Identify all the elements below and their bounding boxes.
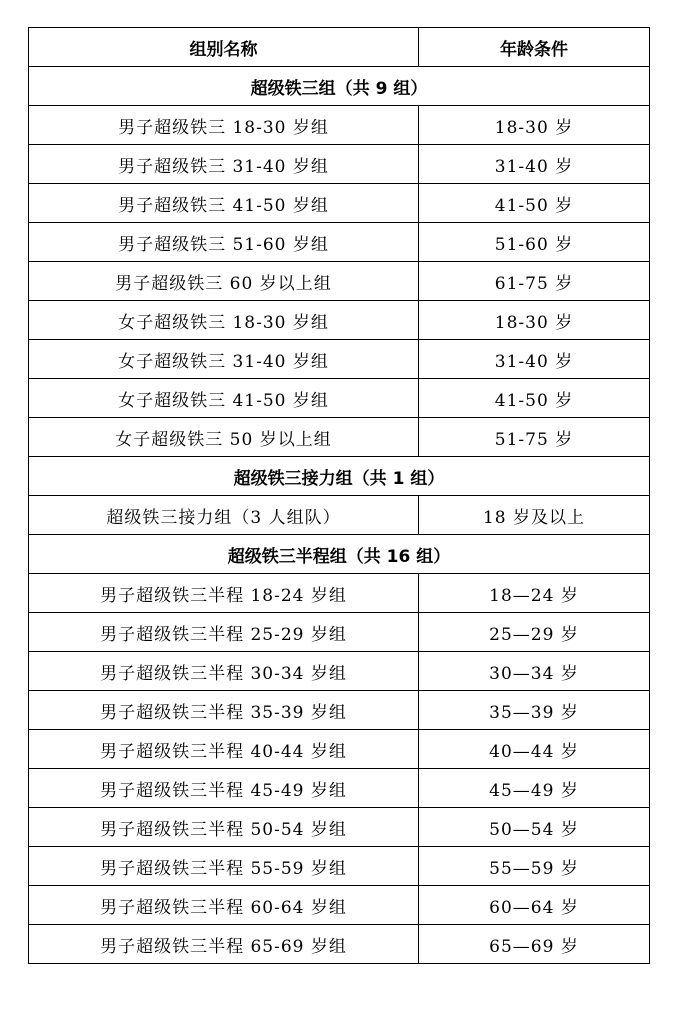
age-condition-cell: 31-40 岁: [419, 145, 650, 184]
table-row: [29, 925, 650, 964]
table-row: [29, 613, 650, 652]
age-condition-cell: 18-30 岁: [419, 301, 650, 340]
age-condition-cell: 45—49 岁: [419, 769, 650, 808]
table-row: [29, 847, 650, 886]
age-condition-cell: 50—54 岁: [419, 808, 650, 847]
table-row: [29, 496, 650, 535]
age-condition-cell: 51-75 岁: [419, 418, 650, 457]
group-name-cell: 男子超级铁三半程 25-29 岁组: [29, 613, 419, 652]
table-row: [29, 652, 650, 691]
table-row: [29, 730, 650, 769]
group-name-cell: 男子超级铁三半程 55-59 岁组: [29, 847, 419, 886]
age-condition-cell: 18-30 岁: [419, 106, 650, 145]
column-header-age-condition: 年龄条件: [419, 28, 650, 67]
age-condition-cell: 18 岁及以上: [419, 496, 650, 535]
table-row: [29, 340, 650, 379]
table-row: [29, 886, 650, 925]
group-name-cell: 男子超级铁三半程 30-34 岁组: [29, 652, 419, 691]
group-name-cell: 女子超级铁三 41-50 岁组: [29, 379, 419, 418]
column-header-group-name: 组别名称: [29, 28, 419, 67]
group-name-cell: 男子超级铁三半程 40-44 岁组: [29, 730, 419, 769]
section-title: 超级铁三组（共 9 组）: [29, 67, 650, 106]
table-row: [29, 262, 650, 301]
age-condition-cell: 51-60 岁: [419, 223, 650, 262]
age-condition-cell: 40—44 岁: [419, 730, 650, 769]
age-condition-cell: 18—24 岁: [419, 574, 650, 613]
age-condition-cell: 41-50 岁: [419, 184, 650, 223]
group-name-cell: 女子超级铁三 50 岁以上组: [29, 418, 419, 457]
table-row: [29, 301, 650, 340]
table-row: [29, 184, 650, 223]
age-group-table: [28, 27, 650, 964]
table-row: [29, 145, 650, 184]
table-row: [29, 223, 650, 262]
age-condition-cell: 60—64 岁: [419, 886, 650, 925]
table-row: [29, 418, 650, 457]
group-name-cell: 女子超级铁三 18-30 岁组: [29, 301, 419, 340]
table-header-row: [29, 28, 650, 67]
table-row: [29, 106, 650, 145]
table-row: [29, 574, 650, 613]
age-condition-cell: 61-75 岁: [419, 262, 650, 301]
age-condition-cell: 35—39 岁: [419, 691, 650, 730]
group-name-cell: 男子超级铁三 51-60 岁组: [29, 223, 419, 262]
group-name-cell: 男子超级铁三 41-50 岁组: [29, 184, 419, 223]
table-row: [29, 808, 650, 847]
table-row: [29, 769, 650, 808]
group-name-cell: 超级铁三接力组（3 人组队）: [29, 496, 419, 535]
group-name-cell: 男子超级铁三 18-30 岁组: [29, 106, 419, 145]
group-name-cell: 男子超级铁三半程 18-24 岁组: [29, 574, 419, 613]
group-name-cell: 男子超级铁三半程 45-49 岁组: [29, 769, 419, 808]
group-name-cell: 男子超级铁三半程 50-54 岁组: [29, 808, 419, 847]
section-title: 超级铁三半程组（共 16 组）: [29, 535, 650, 574]
section-header-row: [29, 67, 650, 106]
age-condition-cell: 31-40 岁: [419, 340, 650, 379]
age-condition-cell: 30—34 岁: [419, 652, 650, 691]
group-name-cell: 男子超级铁三半程 35-39 岁组: [29, 691, 419, 730]
table-body: [29, 67, 650, 964]
group-name-cell: 男子超级铁三 31-40 岁组: [29, 145, 419, 184]
group-name-cell: 男子超级铁三半程 65-69 岁组: [29, 925, 419, 964]
section-header-row: [29, 457, 650, 496]
group-name-cell: 男子超级铁三 60 岁以上组: [29, 262, 419, 301]
table-row: [29, 691, 650, 730]
table-row: [29, 379, 650, 418]
group-name-cell: 女子超级铁三 31-40 岁组: [29, 340, 419, 379]
section-header-row: [29, 535, 650, 574]
age-condition-cell: 41-50 岁: [419, 379, 650, 418]
age-condition-cell: 65—69 岁: [419, 925, 650, 964]
group-name-cell: 男子超级铁三半程 60-64 岁组: [29, 886, 419, 925]
age-condition-cell: 55—59 岁: [419, 847, 650, 886]
section-title: 超级铁三接力组（共 1 组）: [29, 457, 650, 496]
age-condition-cell: 25—29 岁: [419, 613, 650, 652]
